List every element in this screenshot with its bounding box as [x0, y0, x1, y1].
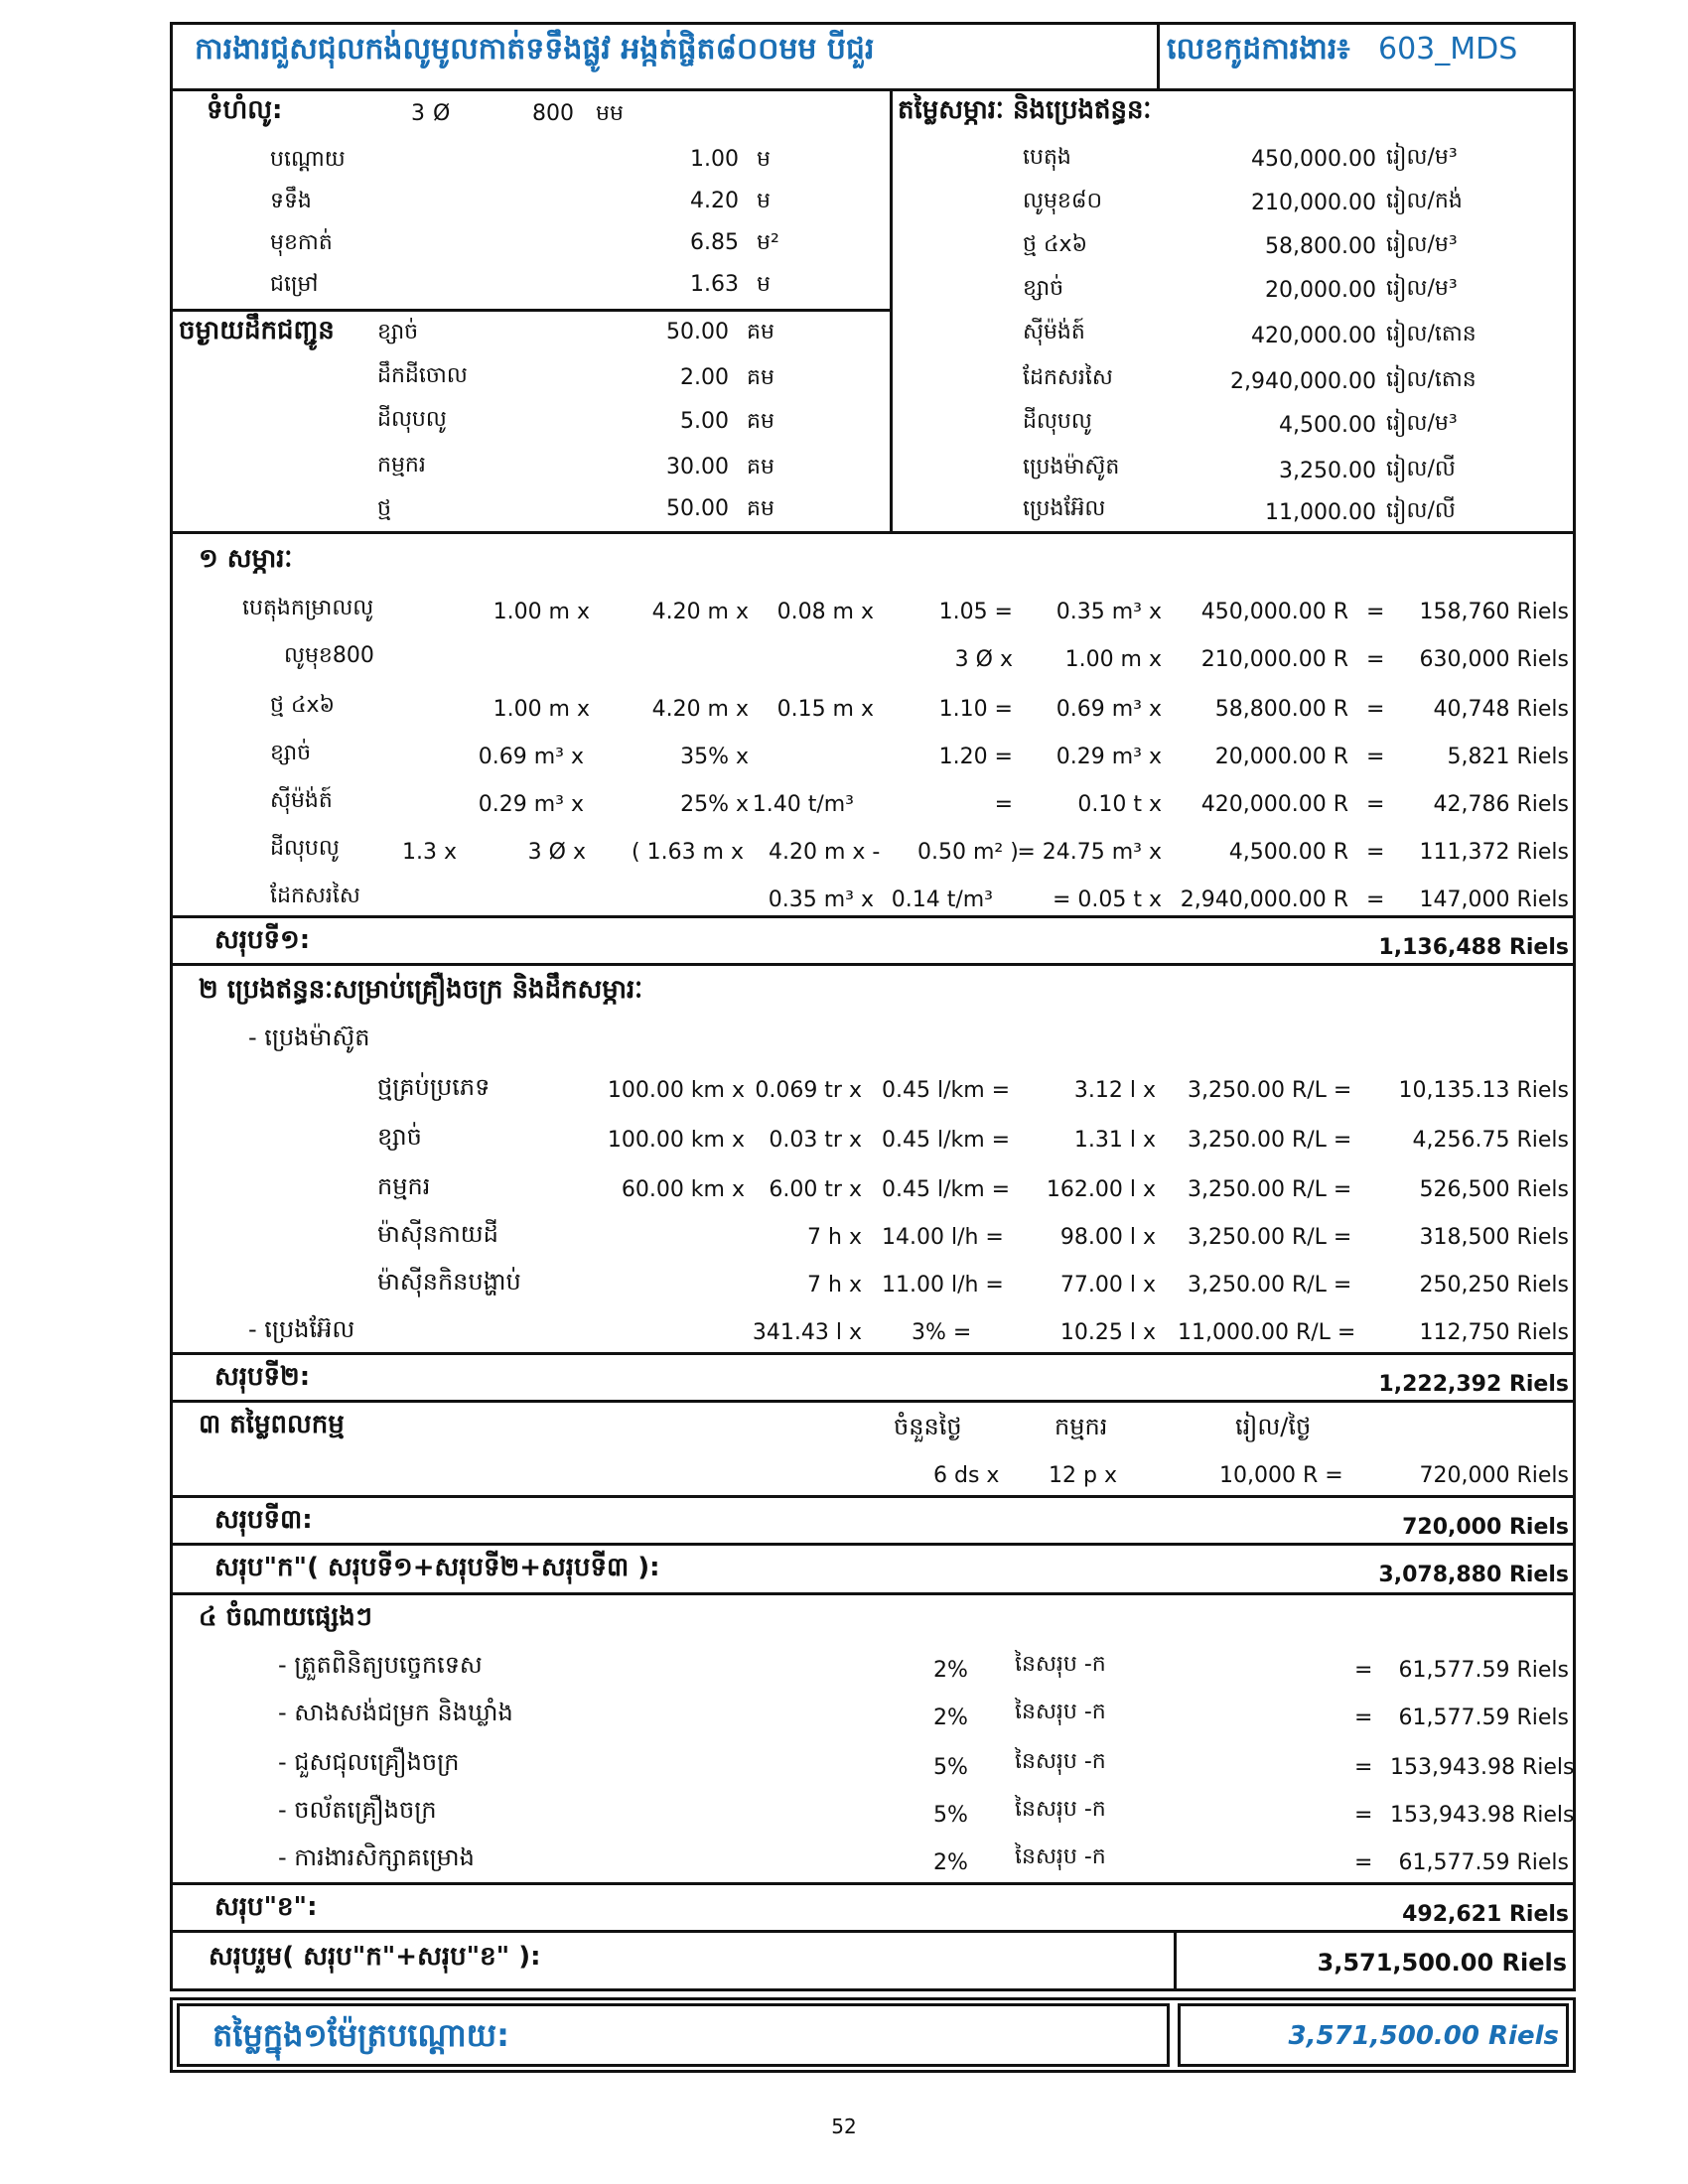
sec2-subtotal-bottom	[170, 1400, 1576, 1403]
pipe-size-unit: មម	[596, 101, 624, 126]
s1-cell: =	[1366, 697, 1385, 722]
s4-eq: =	[1354, 1803, 1373, 1828]
s1-cell: 0.69 m³ x	[478, 745, 584, 769]
dim-unit-1: ម	[757, 189, 771, 213]
s2-cell: 6.00 tr x	[769, 1177, 862, 1202]
s1-cell: 0.08 m x	[776, 600, 874, 624]
subtotal3-value: 720,000 Riels	[1402, 1515, 1569, 1540]
page-number: 52	[831, 2115, 857, 2138]
sec1-subtotal-bottom	[170, 963, 1576, 966]
transport-label-0: ខ្សាច់	[377, 320, 419, 344]
price-unit-3: រៀល/ម³	[1386, 276, 1458, 301]
dimensions-label: ទំហំលូ:	[207, 95, 283, 125]
dim-value-0: 1.00	[690, 147, 739, 172]
dim-label-1: ទទឹង	[270, 189, 312, 213]
section4-title: ៤ ចំណាយផ្សេងៗ	[199, 1602, 372, 1632]
total-a-value: 3,078,880 Riels	[1378, 1563, 1569, 1587]
s2-cell: 60.00 km x	[621, 1177, 745, 1202]
s2-cell: 0.45 l/km =	[882, 1128, 1011, 1153]
price-value-6: 4,500.00	[1279, 413, 1376, 438]
s2-cell: 14.00 l/h =	[882, 1225, 1004, 1250]
transport-value-4: 50.00	[666, 496, 729, 521]
pipe-count: 3	[411, 101, 425, 126]
s1-cell: =	[1366, 600, 1385, 624]
s1-cell: 0.15 m x	[776, 697, 874, 722]
s1-amount: 111,372 Riels	[1419, 840, 1569, 865]
pipe-size: 800	[532, 101, 574, 126]
s4-pct: 2%	[933, 1706, 968, 1730]
transport-value-1: 2.00	[680, 365, 729, 390]
dim-value-2: 6.85	[690, 230, 739, 255]
dim-label-2: មុខកាត់	[270, 230, 333, 255]
s1-cell: 3 Ø x	[954, 647, 1013, 672]
s2-cell: 0.45 l/km =	[882, 1177, 1011, 1202]
s2-cell: 7 h x	[807, 1225, 862, 1250]
dim-unit-2: ម²	[757, 230, 779, 255]
s1-cell: 0.29 m³ x	[478, 792, 584, 817]
s1-cell: 0.35 m³ x	[768, 887, 874, 912]
s1-cell: 450,000.00 R	[1200, 600, 1348, 624]
s1-row-label: ដីលុបលូ	[270, 836, 340, 861]
transport-label-3: កម្មករ	[377, 453, 426, 478]
s1-row-label: ដែកសរសៃ	[270, 884, 360, 908]
price-label-6: ដីលុបលូ	[1023, 409, 1092, 434]
job-code-value: 603_MDS	[1378, 32, 1518, 67]
s2-cell: 0.03 tr x	[769, 1128, 862, 1153]
total-b-top	[170, 1882, 1576, 1885]
job-code-label: លេខកូដការងារ៖	[1167, 32, 1350, 67]
price-label-8: ប្រេងអ៊ែល	[1023, 496, 1106, 521]
prices-label: តម្លៃសម្ភារៈ និងប្រេងឥន្ធនៈ	[898, 95, 1152, 125]
workers-header: កម្មករ	[1055, 1413, 1108, 1440]
sec3-subtotal-top	[170, 1495, 1576, 1498]
transport-value-0: 50.00	[666, 320, 729, 344]
s4-pct: 5%	[933, 1755, 968, 1780]
diesel-label: - ប្រេងម៉ាស៊ូត	[248, 1024, 370, 1051]
s4-eq: =	[1354, 1755, 1373, 1780]
sec3-subtotal-bottom	[170, 1543, 1576, 1546]
s4-of: នៃសរុប -ក	[1015, 1797, 1106, 1822]
price-unit-8: រៀល/លី	[1386, 498, 1456, 523]
s2-cell: 100.00 km x	[607, 1078, 745, 1103]
s1-row-label: បេតុងកម្រាលលូ	[242, 596, 374, 620]
s4-row-label: - ជួសជុលគ្រឿងចក្រ	[278, 1748, 460, 1776]
oil-label: - ប្រេងអ៊ែល	[248, 1315, 355, 1343]
s1-amount: 630,000 Riels	[1419, 647, 1569, 672]
section3-title: ៣ តម្លៃពលកម្ម	[199, 1410, 345, 1439]
s1-cell: 25% x	[680, 792, 749, 817]
subtotal1-value: 1,136,488 Riels	[1378, 935, 1569, 960]
price-value-4: 420,000.00	[1251, 324, 1376, 348]
s1-cell: 0.14 t/m³	[891, 887, 993, 912]
s2-oil-cell: 11,000.00 R/L =	[1178, 1320, 1356, 1345]
section2-title: ២ ប្រេងឥន្ធនៈសម្រាប់គ្រឿងចក្រ និងដឹកសម្ភារៈ	[199, 975, 643, 1005]
s1-amount: 42,786 Riels	[1433, 792, 1569, 817]
transport-unit-2: គម	[747, 409, 774, 434]
s1-row-label: ខ្សាច់	[270, 741, 312, 765]
s4-of: នៃសរុប -ក	[1015, 1749, 1106, 1774]
s1-cell: 0.35 m³ x	[1055, 600, 1162, 624]
s2-amount: 4,256.75 Riels	[1412, 1128, 1569, 1153]
s1-cell: 1.05 =	[938, 600, 1013, 624]
per-meter-value: 3,571,500.00 Riels	[1288, 2021, 1559, 2051]
s1-cell: 1.00 m x	[492, 697, 590, 722]
s2-cell: 98.00 l x	[1059, 1225, 1156, 1250]
grand-total-divider	[1174, 1930, 1177, 1991]
s4-amount: 61,577.59 Riels	[1398, 1850, 1569, 1875]
s1-cell: 0.10 t x	[1077, 792, 1162, 817]
subtotal3-label: សរុបទី៣:	[214, 1505, 313, 1535]
s4-of: នៃសរុប -ក	[1015, 1844, 1106, 1869]
s2-cell: 100.00 km x	[607, 1128, 745, 1153]
total-b-bottom	[170, 1930, 1576, 1933]
s1-cell: = 24.75 m³ x	[1017, 840, 1162, 865]
price-value-3: 20,000.00	[1265, 278, 1376, 303]
s1-amount: 40,748 Riels	[1433, 697, 1569, 722]
total-b-label: សរុប"ខ":	[214, 1892, 318, 1922]
price-label-5: ដែកសរសៃ	[1023, 365, 1113, 390]
s4-of: នៃសរុប -ក	[1015, 1652, 1106, 1677]
s2-cell: 77.00 l x	[1059, 1273, 1156, 1297]
s1-cell: 4,500.00 R	[1228, 840, 1348, 865]
s4-amount: 153,943.98 Riels	[1390, 1803, 1575, 1828]
s2-oil-cell: 341.43 l x	[752, 1320, 862, 1345]
s2-cell: 3.12 l x	[1073, 1078, 1156, 1103]
price-unit-1: រៀល/កង់	[1386, 189, 1463, 213]
dim-value-3: 1.63	[690, 272, 739, 297]
s1-cell: 20,000.00 R	[1214, 745, 1348, 769]
s2-row-label: កម្មករ	[377, 1172, 431, 1200]
per-meter-label: តម្លៃក្នុង១ម៉ែត្របណ្តោយ:	[212, 2016, 509, 2054]
s2-oil-cell: 10.25 l x	[1059, 1320, 1156, 1345]
s2-oil-cell: 3% =	[912, 1320, 972, 1345]
price-unit-7: រៀល/លី	[1386, 457, 1456, 481]
s1-cell: 1.40 t/m³	[752, 792, 854, 817]
s4-amount: 153,943.98 Riels	[1390, 1755, 1575, 1780]
price-value-2: 58,800.00	[1265, 234, 1376, 259]
dim-value-1: 4.20	[690, 189, 739, 213]
s1-cell: 3 Ø x	[527, 840, 586, 865]
subtotal2-value: 1,222,392 Riels	[1378, 1372, 1569, 1397]
price-unit-4: រៀល/តោន	[1386, 322, 1477, 346]
price-unit-6: រៀល/ម³	[1386, 411, 1458, 436]
s1-cell: 0.69 m³ x	[1055, 697, 1162, 722]
page-title: ការងារជួសជុលកង់លូមូលកាត់ទទឹងផ្លូវ អង្កត់ផ្ចិត៨០០មម បីជួរ	[195, 32, 875, 67]
s2-cell: 162.00 l x	[1046, 1177, 1156, 1202]
grand-total-label: សរុបរួម( សរុប"ក"+សរុប"ខ" ):	[209, 1942, 541, 1972]
header-code-divider	[1157, 22, 1160, 91]
s4-pct: 5%	[933, 1803, 968, 1828]
price-label-1: លូមុខ៨០	[1023, 189, 1103, 213]
s4-amount: 61,577.59 Riels	[1398, 1706, 1569, 1730]
price-label-7: ប្រេងម៉ាស៊ូត	[1023, 455, 1120, 479]
total-b-value: 492,621 Riels	[1402, 1902, 1569, 1927]
price-unit-2: រៀល/ម³	[1386, 232, 1458, 257]
s1-row-label: ថ្ម ៤x៦	[270, 693, 336, 718]
s1-cell: 1.10 =	[938, 697, 1013, 722]
s2-cell: 1.31 l x	[1073, 1128, 1156, 1153]
s2-amount: 318,500 Riels	[1419, 1225, 1569, 1250]
rate-header: រៀល/ថ្ងៃ	[1235, 1413, 1312, 1440]
s2-cell: 3,250.00 R/L =	[1188, 1128, 1352, 1153]
info-bottom	[170, 531, 1576, 534]
s1-row-label: ស៊ីម៉ង់ត៍	[270, 788, 333, 813]
s1-cell: =	[1366, 840, 1385, 865]
transport-unit-0: គម	[747, 320, 774, 344]
s1-cell: 420,000.00 R	[1200, 792, 1348, 817]
s3-days: 6 ds x	[933, 1463, 1000, 1488]
diameter-symbol: Ø	[433, 101, 451, 126]
dim-unit-3: ម	[757, 272, 771, 297]
sec1-subtotal-top	[170, 915, 1576, 918]
transport-unit-4: គម	[747, 496, 774, 521]
s1-cell: 2,940,000.00 R	[1180, 887, 1348, 912]
s1-cell: =	[1366, 745, 1385, 769]
transport-label-1: ដឹកដីចោល	[377, 363, 468, 388]
s4-eq: =	[1354, 1850, 1373, 1875]
s1-cell: = 0.05 t x	[1052, 887, 1162, 912]
s2-cell: 3,250.00 R/L =	[1188, 1225, 1352, 1250]
transport-value-2: 5.00	[680, 409, 729, 434]
dim-label-0: បណ្តោយ	[270, 147, 346, 172]
s2-amount: 526,500 Riels	[1419, 1177, 1569, 1202]
transport-value-3: 30.00	[666, 455, 729, 479]
s1-amount: 5,821 Riels	[1447, 745, 1569, 769]
price-label-4: ស៊ីម៉ង់ត៍	[1023, 320, 1085, 344]
s2-amount: 250,250 Riels	[1419, 1273, 1569, 1297]
s2-cell: 3,250.00 R/L =	[1188, 1177, 1352, 1202]
price-label-2: ថ្ម ៤x៦	[1023, 232, 1088, 257]
s2-cell: 0.45 l/km =	[882, 1078, 1011, 1103]
s1-cell: =	[1366, 887, 1385, 912]
transport-label: ចម្ងាយដឹកជញ្ជូន	[179, 316, 335, 345]
s1-cell: ( 1.63 m x	[632, 840, 744, 865]
s2-cell: 11.00 l/h =	[882, 1273, 1004, 1297]
sec2-subtotal-top	[170, 1352, 1576, 1355]
s1-cell: 4.20 m x -	[769, 840, 881, 865]
s1-cell: 1.00 m x	[1064, 647, 1162, 672]
s3-rate: 10,000 R =	[1219, 1463, 1343, 1488]
s1-cell: 210,000.00 R	[1200, 647, 1348, 672]
s1-cell: 1.3 x	[402, 840, 457, 865]
section1-title: ១ សម្ភារៈ	[199, 544, 293, 574]
s2-row-label: ម៉ាស៊ីនកិនបង្ហាប់	[377, 1268, 521, 1296]
s1-cell: 1.00 m x	[492, 600, 590, 624]
s2-row-label: ម៉ាស៊ីនកាយដី	[377, 1220, 498, 1248]
transport-label-4: ថ្ម	[377, 496, 391, 521]
price-value-8: 11,000.00	[1265, 500, 1376, 525]
s1-row-label: លូមុខ800	[284, 643, 374, 668]
s2-row-label: ថ្មគ្រប់ប្រភេទ	[377, 1073, 491, 1101]
dim-label-3: ជម្រៅ	[270, 272, 319, 297]
transport-unit-1: គម	[747, 365, 774, 390]
price-unit-0: រៀល/ម³	[1386, 145, 1458, 170]
s4-row-label: - ការងារសិក្សាគម្រោង	[278, 1843, 475, 1871]
s2-amount: 112,750 Riels	[1419, 1320, 1569, 1345]
s2-cell: 7 h x	[807, 1273, 862, 1297]
s1-cell: 0.29 m³ x	[1055, 745, 1162, 769]
subtotal2-label: សរុបទី២:	[214, 1362, 311, 1392]
s2-row-label: ខ្សាច់	[377, 1123, 422, 1151]
s3-amount: 720,000 Riels	[1419, 1463, 1569, 1488]
price-value-7: 3,250.00	[1279, 459, 1376, 483]
transport-label-2: ដីលុបលូ	[377, 407, 447, 432]
s1-cell: =	[1366, 792, 1385, 817]
s2-cell: 3,250.00 R/L =	[1188, 1273, 1352, 1297]
price-value-1: 210,000.00	[1251, 191, 1376, 215]
total-a-bottom	[170, 1592, 1576, 1595]
s2-amount: 10,135.13 Riels	[1398, 1078, 1569, 1103]
s3-workers: 12 p x	[1049, 1463, 1117, 1488]
grand-total-value: 3,571,500.00 Riels	[1317, 1949, 1567, 1977]
s2-cell: 3,250.00 R/L =	[1188, 1078, 1352, 1103]
s4-eq: =	[1354, 1706, 1373, 1730]
s1-cell: =	[994, 792, 1013, 817]
s4-amount: 61,577.59 Riels	[1398, 1658, 1569, 1683]
price-unit-5: រៀល/តោន	[1386, 367, 1477, 392]
s1-cell: 0.50 m² )	[917, 840, 1019, 865]
total-a-label: សរុប"ក"( សរុបទី១+សរុបទី២+សរុបទី៣ ):	[214, 1553, 660, 1582]
days-header: ចំនួនថ្ងៃ	[894, 1413, 962, 1440]
s1-cell: 1.20 =	[938, 745, 1013, 769]
s1-amount: 147,000 Riels	[1419, 887, 1569, 912]
s4-pct: 2%	[933, 1850, 968, 1875]
s1-cell: =	[1366, 647, 1385, 672]
s2-cell: 0.069 tr x	[755, 1078, 862, 1103]
transport-unit-3: គម	[747, 455, 774, 479]
dim-unit-0: ម	[757, 147, 771, 172]
price-label-3: ខ្សាច់	[1023, 276, 1064, 301]
subtotal1-label: សរុបទី១:	[214, 925, 311, 955]
price-label-0: បេតុង	[1023, 145, 1071, 170]
s4-row-label: - សាងសង់ជម្រក និងឃ្លាំង	[278, 1699, 513, 1726]
s1-cell: 4.20 m x	[651, 697, 749, 722]
price-value-5: 2,940,000.00	[1230, 369, 1376, 394]
s1-amount: 158,760 Riels	[1419, 600, 1569, 624]
s4-pct: 2%	[933, 1658, 968, 1683]
s4-eq: =	[1354, 1658, 1373, 1683]
s4-row-label: - ចល័តគ្រឿងចក្រ	[278, 1796, 437, 1824]
s4-row-label: - ត្រួតពិនិត្យបច្ចេកទេស	[278, 1651, 483, 1679]
s1-cell: 58,800.00 R	[1214, 697, 1348, 722]
s1-cell: 4.20 m x	[651, 600, 749, 624]
document-frame	[170, 22, 1576, 1991]
price-value-0: 450,000.00	[1251, 147, 1376, 172]
s4-of: នៃសរុប -ក	[1015, 1700, 1106, 1724]
dimensions-bottom	[170, 309, 892, 312]
s1-cell: 35% x	[680, 745, 749, 769]
header-divider	[170, 88, 1576, 91]
